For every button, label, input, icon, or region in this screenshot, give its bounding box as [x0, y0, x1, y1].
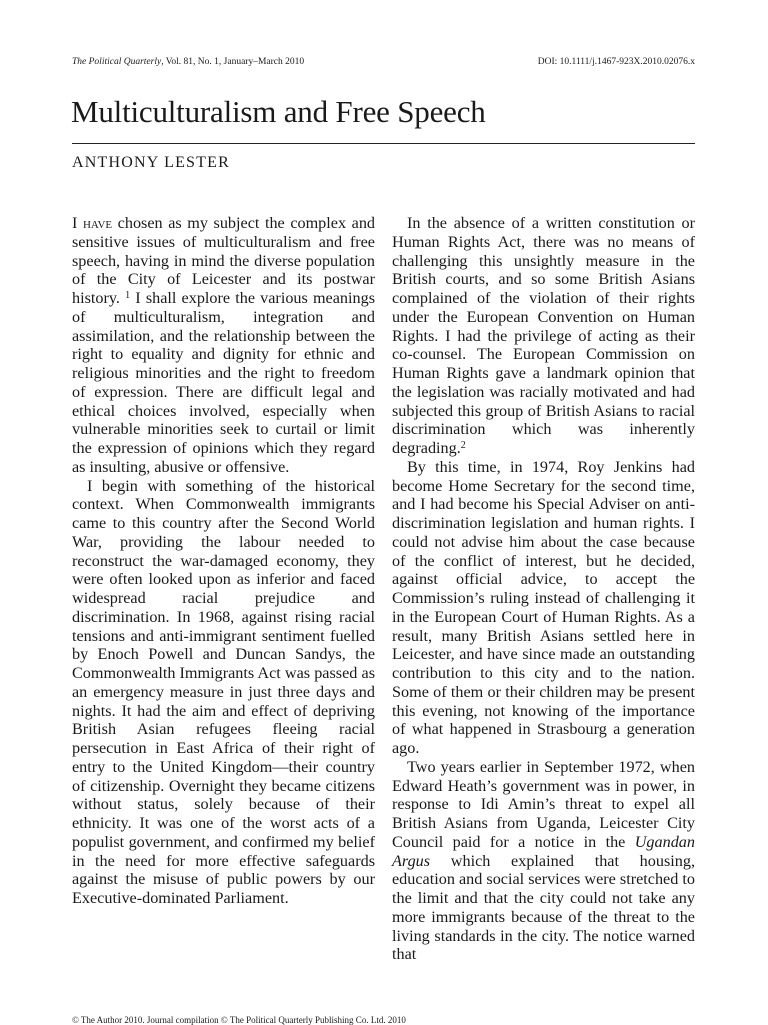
- paragraph-4: By this time, in 1974, Roy Jenkins had become Home Secretary for the second time, and I had become his Special Adviser on anti-discrimination legislation and human rights. I could not advise him about the case because of the conflict of interest, but he decided, against official advice, to accept the Commission’s ruling instead of challenging it in the European Court of Human Rights. As a result, many British Asians settled here in Leicester, and have since made an outstanding contribution to this city and to the nation. Some of them or their children may be present this evening, not knowing of the importance of what happened in Strasbourg a generation ago.: [392, 457, 695, 757]
- journal-citation: [72, 57, 304, 67]
- opening-small-caps: have: [82, 214, 113, 232]
- journal-name: The Political Quarterly: [72, 57, 162, 67]
- opening-word: I: [72, 214, 78, 232]
- running-header: [72, 57, 695, 71]
- copyright-footer: © The Author 2010. Journal compilation © The Political Quarterly Publishing Co. Ltd. 2010: [72, 1015, 406, 1025]
- article-title: Multiculturalism and Free Speech: [71, 94, 486, 129]
- footnote-ref-2[interactable]: 2: [460, 440, 466, 451]
- paragraph-5: [392, 758, 695, 964]
- doi-link[interactable]: DOI: 10.1111/j.1467-923X.2010.02076.x: [537, 57, 695, 67]
- paragraph-1: [72, 214, 375, 477]
- paragraph-2: I begin with something of the historical context. When Commonwealth immigrants came to this country after the Second World War, providing the labour needed to reconstruct the war-damaged economy, they were often looked upon as inferior and faced widespread racial prejudice and discrimination. In 1968, against rising racial tensions and anti-immigrant sentiment fuelled by Enoch Powell and Duncan Sandys, the Commonwealth Immigrants Act was passed as an emergency measure in just three days and nights. It had the aim and effect of depriving British Asian refugees fleeing racial persecution in East Africa of their right of entry to the United Kingdom—their country of citizenship. Overnight they became citizens without status, solely because of their ethnicity. It was one of the worst acts of a populist government, and confirmed my belief in the need for more effective safeguards against the misuse of public powers by our Executive-dominated Parliament.: [72, 476, 375, 907]
- text-column-left: [72, 214, 375, 908]
- paragraph-1-text-b: I shall explore the various meanings of multiculturalism, integration and assimilation, and the relationship between the right to equality and dignity for ethnic and religious minorities and the right to freedom of expression. There are difficult legal and ethical choices involved, especially when vulnerable minorities seek to curtail or limit the expression of opinions which they regard as insulting, abusive or offensive.: [72, 289, 375, 476]
- newspaper-title: Ugandan Argus: [392, 832, 695, 870]
- title-divider: [72, 143, 695, 144]
- paragraph-1-text-a: chosen as my subject the complex and sensitive issues of multiculturalism and free speech, having in mind the diverse population of the City of Leicester and its postwar history.: [72, 214, 376, 307]
- journal-issue: , Vol. 81, No. 1, January–March 2010: [161, 57, 305, 67]
- text-column-right: [392, 214, 695, 964]
- paragraph-5-text-b: which explained that housing, education and social services were stretched to the limit and that the city could not take any more immigrants because of the threat to the living standards in the city. The notice warned that: [392, 851, 695, 964]
- footnote-ref-1[interactable]: 1: [125, 290, 131, 301]
- paragraph-3: [392, 214, 695, 458]
- paragraph-5-text-a: Two years earlier in September 1972, when Edward Heath’s government was in power, in response to Idi Amin’s threat to expel all British Asians from Uganda, Leicester City Council paid for a notice in the: [392, 757, 695, 851]
- paragraph-3-text: In the absence of a written constitution or Human Rights Act, there was no means of challenging this unsightly measure in the British courts, and so some British Asians complained of the violation of their rights under the European Convention on Human Rights. I had the privilege of acting as their co-counsel. The European Commission on Human Rights gave a landmark opinion that the legislation was racially motivated and had subjected this group of British Asians to racial discrimination which was inherently degrading.: [392, 214, 695, 457]
- article-author: ANTHONY LESTER: [72, 154, 230, 171]
